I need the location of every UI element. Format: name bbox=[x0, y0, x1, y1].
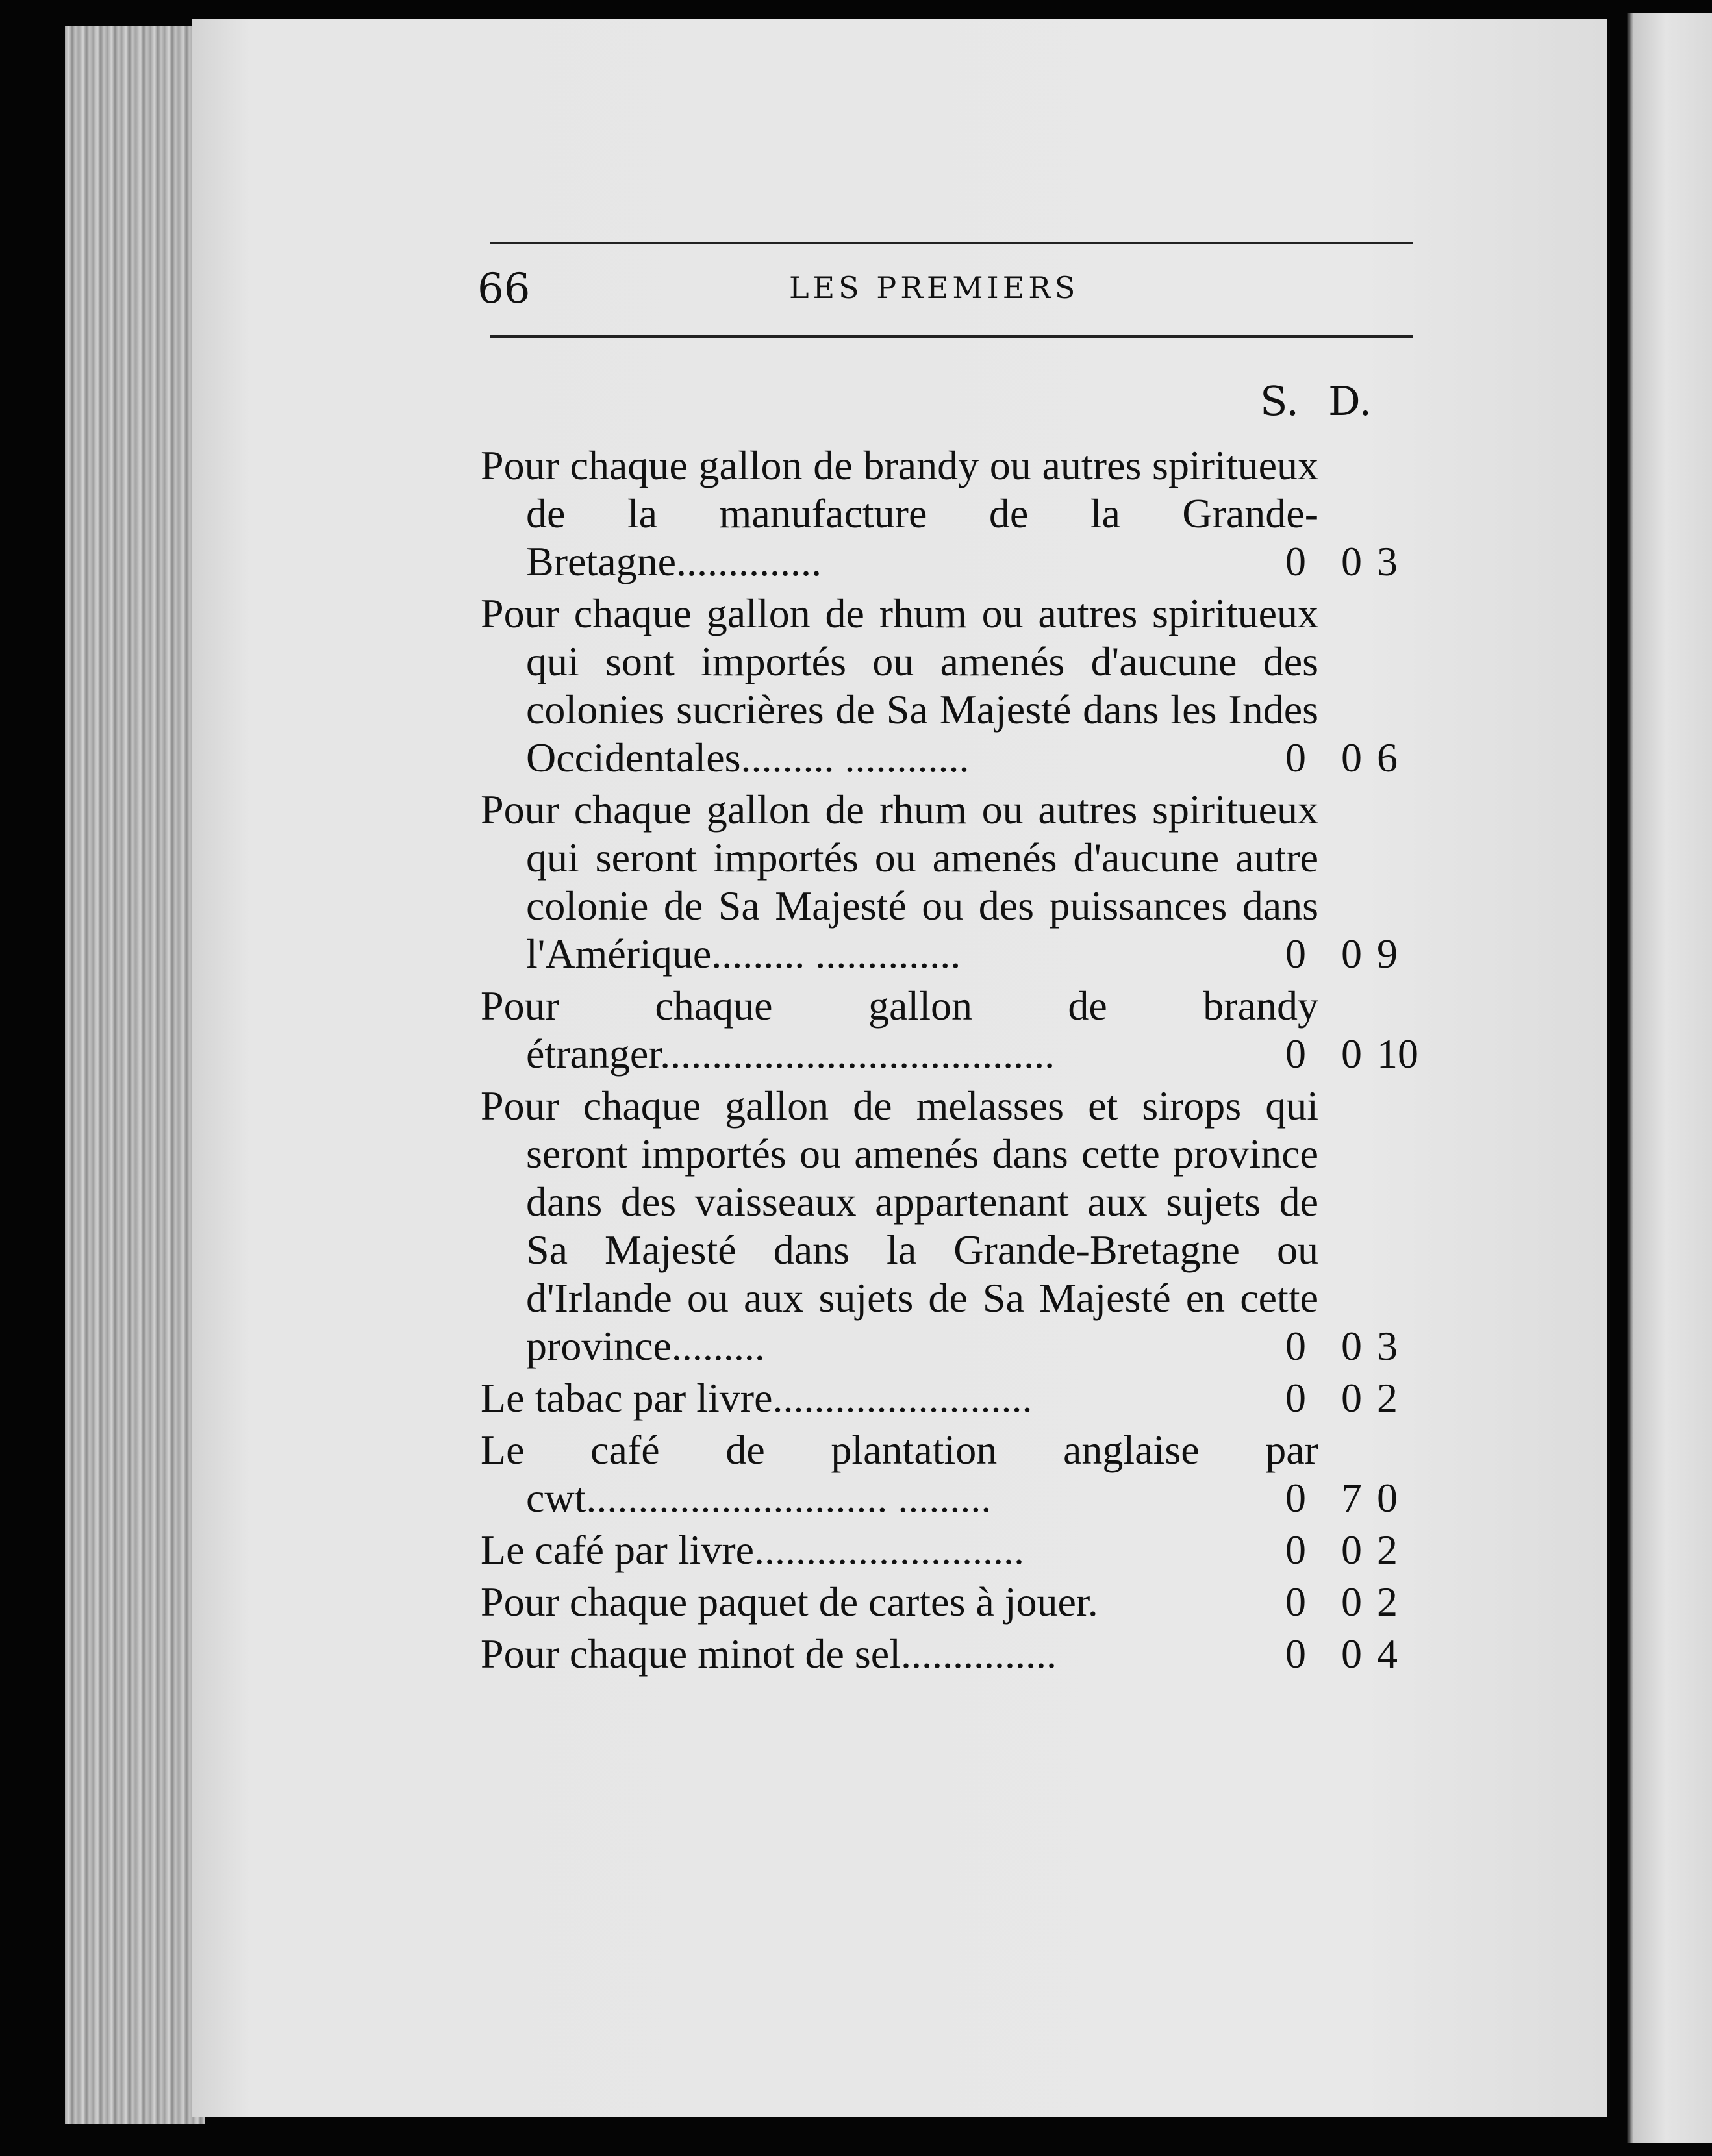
amount-shillings-2: 0 bbox=[1341, 1323, 1362, 1369]
amount-shillings-2: 0 bbox=[1341, 1527, 1362, 1573]
entry-description: Pour chaque gallon de brandy étranger...................................... bbox=[481, 983, 1318, 1077]
amount-shillings-2: 0 bbox=[1341, 931, 1362, 977]
amount-shillings-1: 0 bbox=[1285, 1631, 1306, 1677]
duty-list bbox=[481, 442, 1494, 1682]
entry-amount bbox=[1273, 734, 1494, 782]
amount-shillings-1: 0 bbox=[1285, 538, 1306, 584]
entry-description: Pour chaque gallon de rhum ou autres spiritueux qui seront importés ou amenés d'aucune autre colonie de Sa Majesté ou des puissances dans l'Amérique......... .............. bbox=[481, 786, 1318, 977]
amount-pence: 4 bbox=[1377, 1631, 1398, 1677]
amount-shillings-2: 0 bbox=[1341, 734, 1362, 781]
entry-description: Le café de plantation anglaise par cwt............................. ......... bbox=[481, 1427, 1318, 1521]
amount-pence: 3 bbox=[1377, 538, 1398, 584]
entry-amount bbox=[1273, 1630, 1494, 1678]
entry-description: Pour chaque gallon de brandy ou autres spiritueux de la manufacture de la Grande-Bretagne.............. bbox=[481, 442, 1318, 584]
entry-amount bbox=[1273, 1474, 1494, 1522]
amount-shillings-2: 7 bbox=[1341, 1475, 1362, 1521]
running-header bbox=[477, 260, 1413, 325]
running-title: LES PREMIERS bbox=[789, 270, 1079, 305]
amount-shillings-1: 0 bbox=[1285, 931, 1306, 977]
amount-pence: 3 bbox=[1377, 1323, 1398, 1369]
entry-description: Pour chaque gallon de melasses et sirops qui seront importés ou amenés dans cette province dans des vaisseaux appartenant aux sujets de Sa Majesté dans la Grande-Bretagne ou d'Irlande ou aux sujets de Sa Majesté en cette province......... bbox=[481, 1083, 1318, 1369]
entry-amount bbox=[1273, 1322, 1494, 1370]
amount-shillings-2: 0 bbox=[1341, 1375, 1362, 1421]
amount-pence: 9 bbox=[1377, 931, 1398, 977]
entry-amount bbox=[1273, 1526, 1494, 1574]
page-number: 66 bbox=[477, 265, 531, 313]
entry-description: Pour chaque paquet de cartes à jouer. bbox=[481, 1579, 1098, 1625]
amount-pence: 10 bbox=[1377, 1031, 1418, 1077]
entry-description: Pour chaque gallon de rhum ou autres spiritueux qui sont importés ou amenés d'aucune des colonies sucrières de Sa Majesté dans les Indes Occidentales......... ............ bbox=[481, 590, 1318, 781]
list-item bbox=[481, 1426, 1494, 1522]
entry-amount bbox=[1273, 538, 1494, 586]
header-rule-top bbox=[490, 242, 1413, 244]
list-item bbox=[481, 982, 1494, 1078]
amount-shillings-1: 0 bbox=[1285, 1475, 1306, 1521]
list-item bbox=[481, 1578, 1494, 1626]
amount-shillings-1: 0 bbox=[1285, 1375, 1306, 1421]
amount-pence: 6 bbox=[1377, 734, 1398, 781]
header-rule-bottom bbox=[490, 335, 1413, 338]
list-item bbox=[481, 442, 1494, 586]
list-item bbox=[481, 1630, 1494, 1678]
amount-shillings-2: 0 bbox=[1341, 538, 1362, 584]
list-item bbox=[481, 1082, 1494, 1370]
entry-amount bbox=[1273, 1030, 1494, 1078]
pence-column-heading: D. bbox=[1328, 377, 1372, 425]
facing-page-edge bbox=[1627, 13, 1712, 2143]
list-item bbox=[481, 1374, 1494, 1422]
list-item bbox=[481, 1526, 1494, 1574]
amount-shillings-1: 0 bbox=[1285, 1527, 1306, 1573]
amount-pence: 2 bbox=[1377, 1579, 1398, 1625]
amount-shillings-1: 0 bbox=[1285, 1031, 1306, 1077]
entry-description: Pour chaque minot de sel............... bbox=[481, 1631, 1057, 1677]
amount-pence: 0 bbox=[1377, 1475, 1398, 1521]
amount-shillings-2: 0 bbox=[1341, 1031, 1362, 1077]
entry-amount bbox=[1273, 930, 1494, 978]
list-item bbox=[481, 590, 1494, 782]
amount-shillings-1: 0 bbox=[1285, 1579, 1306, 1625]
amount-shillings-1: 0 bbox=[1285, 734, 1306, 781]
entry-description: Le tabac par livre......................... bbox=[481, 1375, 1033, 1421]
amount-shillings-2: 0 bbox=[1341, 1631, 1362, 1677]
amount-shillings-1: 0 bbox=[1285, 1323, 1306, 1369]
page-edges bbox=[65, 26, 205, 2124]
amount-shillings-2: 0 bbox=[1341, 1579, 1362, 1625]
shillings-column-heading: S. bbox=[1260, 377, 1299, 425]
amount-pence: 2 bbox=[1377, 1527, 1398, 1573]
amount-pence: 2 bbox=[1377, 1375, 1398, 1421]
list-item bbox=[481, 786, 1494, 978]
entry-description: Le café par livre.......................... bbox=[481, 1527, 1025, 1573]
entry-amount bbox=[1273, 1578, 1494, 1626]
entry-amount bbox=[1273, 1374, 1494, 1422]
